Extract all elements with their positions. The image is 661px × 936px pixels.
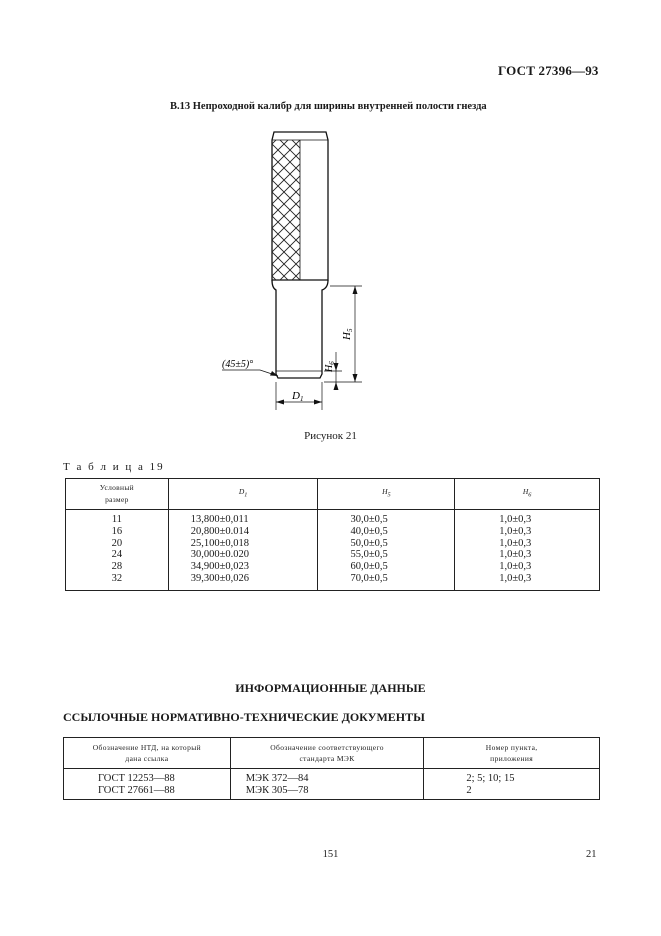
table-row: 11 13,800±0,011 30,0±0,5 1,0±0,3 <box>66 514 600 526</box>
references-header-row <box>64 738 600 769</box>
header-clause: Номер пункта, приложения <box>424 738 600 769</box>
figure-title: В.13 Непроходной калибр для ширины внутренней полости гнезда <box>170 101 487 112</box>
gauge-drawing <box>200 120 400 415</box>
standard-id: ГОСТ 27396—93 <box>498 63 599 78</box>
h5-label: H5 <box>341 328 354 340</box>
info-title: ИНФОРМАЦИОННЫЕ ДАННЫЕ <box>235 681 426 695</box>
header-iec: Обозначение соответствующего стандарта МЭК <box>230 738 424 769</box>
table-row: 28 34,900±0,023 60,0±0,5 1,0±0,3 <box>66 561 600 573</box>
info-subtitle: ССЫЛОЧНЫЕ НОРМАТИВНО-ТЕХНИЧЕСКИЕ ДОКУМЕНТЫ <box>63 710 425 724</box>
table-row: ГОСТ 12253—88 МЭК 372—84 2; 5; 10; 15 <box>64 773 600 785</box>
page-number-center: 151 <box>322 849 339 860</box>
figure-caption: Рисунок 21 <box>304 430 357 442</box>
table-row: 16 20,800±0.014 40,0±0,5 1,0±0,3 <box>66 526 600 538</box>
d1-label: D1 <box>292 390 304 403</box>
table19-label: Т а б л и ц а 19 <box>63 461 165 473</box>
page-number-right: 21 <box>586 849 597 860</box>
header-d1: $D_1$ <box>168 479 318 510</box>
table-row: 20 25,100±0,018 50,0±0,5 1,0±0,3 <box>66 538 600 550</box>
table-row: 32 39,300±0,026 70,0±0,5 1,0±0,3 <box>66 573 600 591</box>
header-h6: $H_6$ <box>455 479 600 510</box>
table-19 <box>65 478 600 591</box>
h6-label: $H_6$ <box>324 361 336 372</box>
table-header-row <box>66 479 600 510</box>
angle-label: (45±5)° <box>222 359 254 370</box>
angle-leader <box>222 370 278 376</box>
table-row: ГОСТ 27661—88 МЭК 305—78 2 <box>64 785 600 800</box>
header-h5: $H_5$ <box>318 479 455 510</box>
header-ntd: Обозначение НТД, на который дана ссылка <box>64 738 231 769</box>
references-table <box>63 737 600 800</box>
header-size: Условный размер <box>66 479 169 510</box>
gauge-shank <box>272 280 328 378</box>
table-row: 24 30,000±0.020 55,0±0,5 1,0±0,3 <box>66 549 600 561</box>
gauge-handle <box>272 132 328 280</box>
